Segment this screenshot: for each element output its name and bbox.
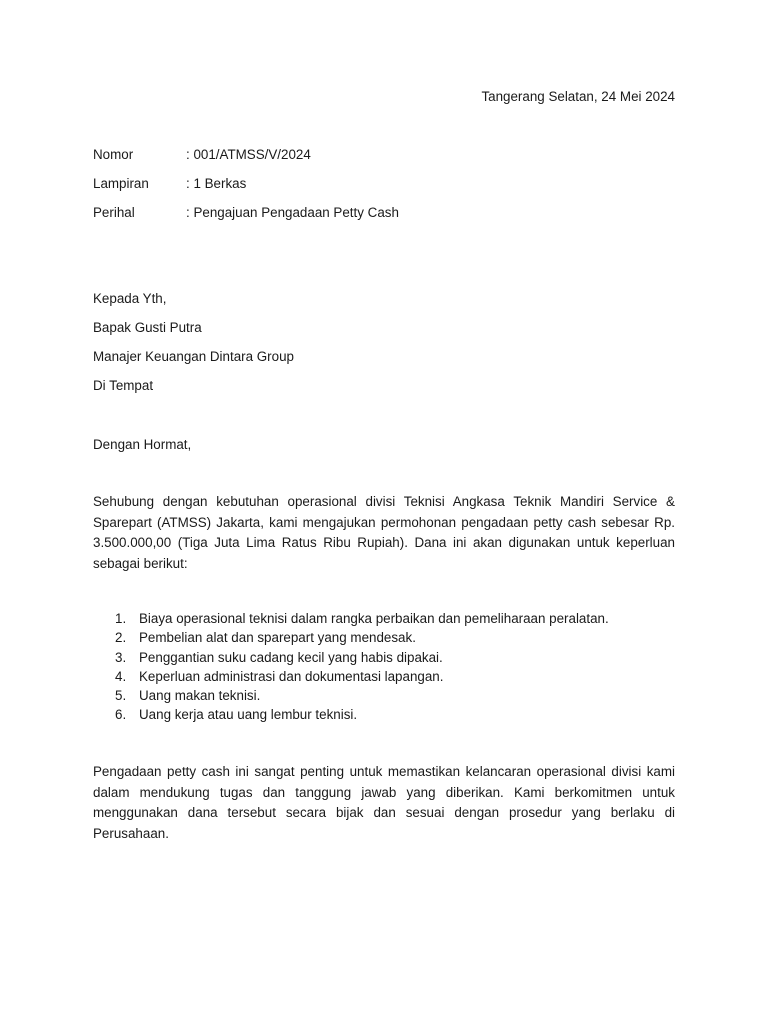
meta-row-lampiran [93, 175, 399, 204]
salutation: Dengan Hormat, [93, 437, 192, 452]
needs-list [93, 609, 675, 725]
list-item [93, 667, 675, 686]
place-date: Tangerang Selatan, 24 Mei 2024 [481, 89, 675, 104]
list-text: Pembelian alat dan sparepart yang mendesak. [139, 630, 416, 646]
list-number: 4. [115, 668, 127, 684]
recipient-line: Kepada Yth, [93, 291, 167, 306]
list-item [93, 648, 675, 667]
list-number: 3. [115, 649, 127, 665]
list-item [93, 628, 675, 647]
list-number: 2. [115, 630, 127, 646]
list-number: 1. [115, 611, 127, 626]
meta-label: Lampiran [93, 176, 149, 191]
list-text: Uang makan teknisi. [139, 688, 261, 704]
meta-value: : 1 Berkas [186, 176, 247, 191]
list-item [93, 686, 675, 705]
body-paragraph-intro: Sehubung dengan kebutuhan operasional divisi Teknisi Angkasa Teknik Mandiri Service & Sparepart (ATMSS) Jakarta, kami mengajukan permohonan pengadaan petty cash sebesar Rp. 3.500.000,00 (Tiga Juta Lima Ratus Ribu Rupiah). Dana ini akan digunakan untuk keperluan sebagai berikut: [93, 494, 675, 571]
meta-label: Perihal [93, 205, 135, 220]
list-number: 6. [115, 707, 127, 723]
list-item [93, 609, 675, 628]
body-paragraph-closing: Pengadaan petty cash ini sangat penting untuk memastikan kelancaran operasional divisi kami dalam mendukung tugas dan tanggung jawab yang diberikan. Kami berkomitmen untuk menggunakan dana tersebut secara bijak dan sesuai dengan prosedur yang berlaku di Perusahaan. [93, 764, 675, 841]
meta-label: Nomor [93, 147, 134, 162]
meta-row-nomor [93, 146, 399, 175]
list-item [93, 705, 675, 724]
recipient-block [93, 290, 294, 406]
recipient-line: Di Tempat [93, 378, 154, 393]
recipient-line: Manajer Keuangan Dintara Group [93, 349, 294, 364]
list-text: Penggantian suku cadang kecil yang habis dipakai. [139, 649, 443, 665]
meta-value: : 001/ATMSS/V/2024 [186, 147, 311, 162]
list-text: Biaya operasional teknisi dalam rangka perbaikan dan pemeliharaan peralatan. [139, 611, 609, 626]
list-text: Keperluan administrasi dan dokumentasi lapangan. [139, 668, 444, 684]
recipient-line: Bapak Gusti Putra [93, 320, 202, 335]
list-number: 5. [115, 688, 127, 704]
letter-meta [93, 146, 399, 233]
meta-row-perihal [93, 204, 399, 233]
meta-value: : Pengajuan Pengadaan Petty Cash [186, 205, 399, 220]
list-text: Uang kerja atau uang lembur teknisi. [139, 707, 358, 723]
